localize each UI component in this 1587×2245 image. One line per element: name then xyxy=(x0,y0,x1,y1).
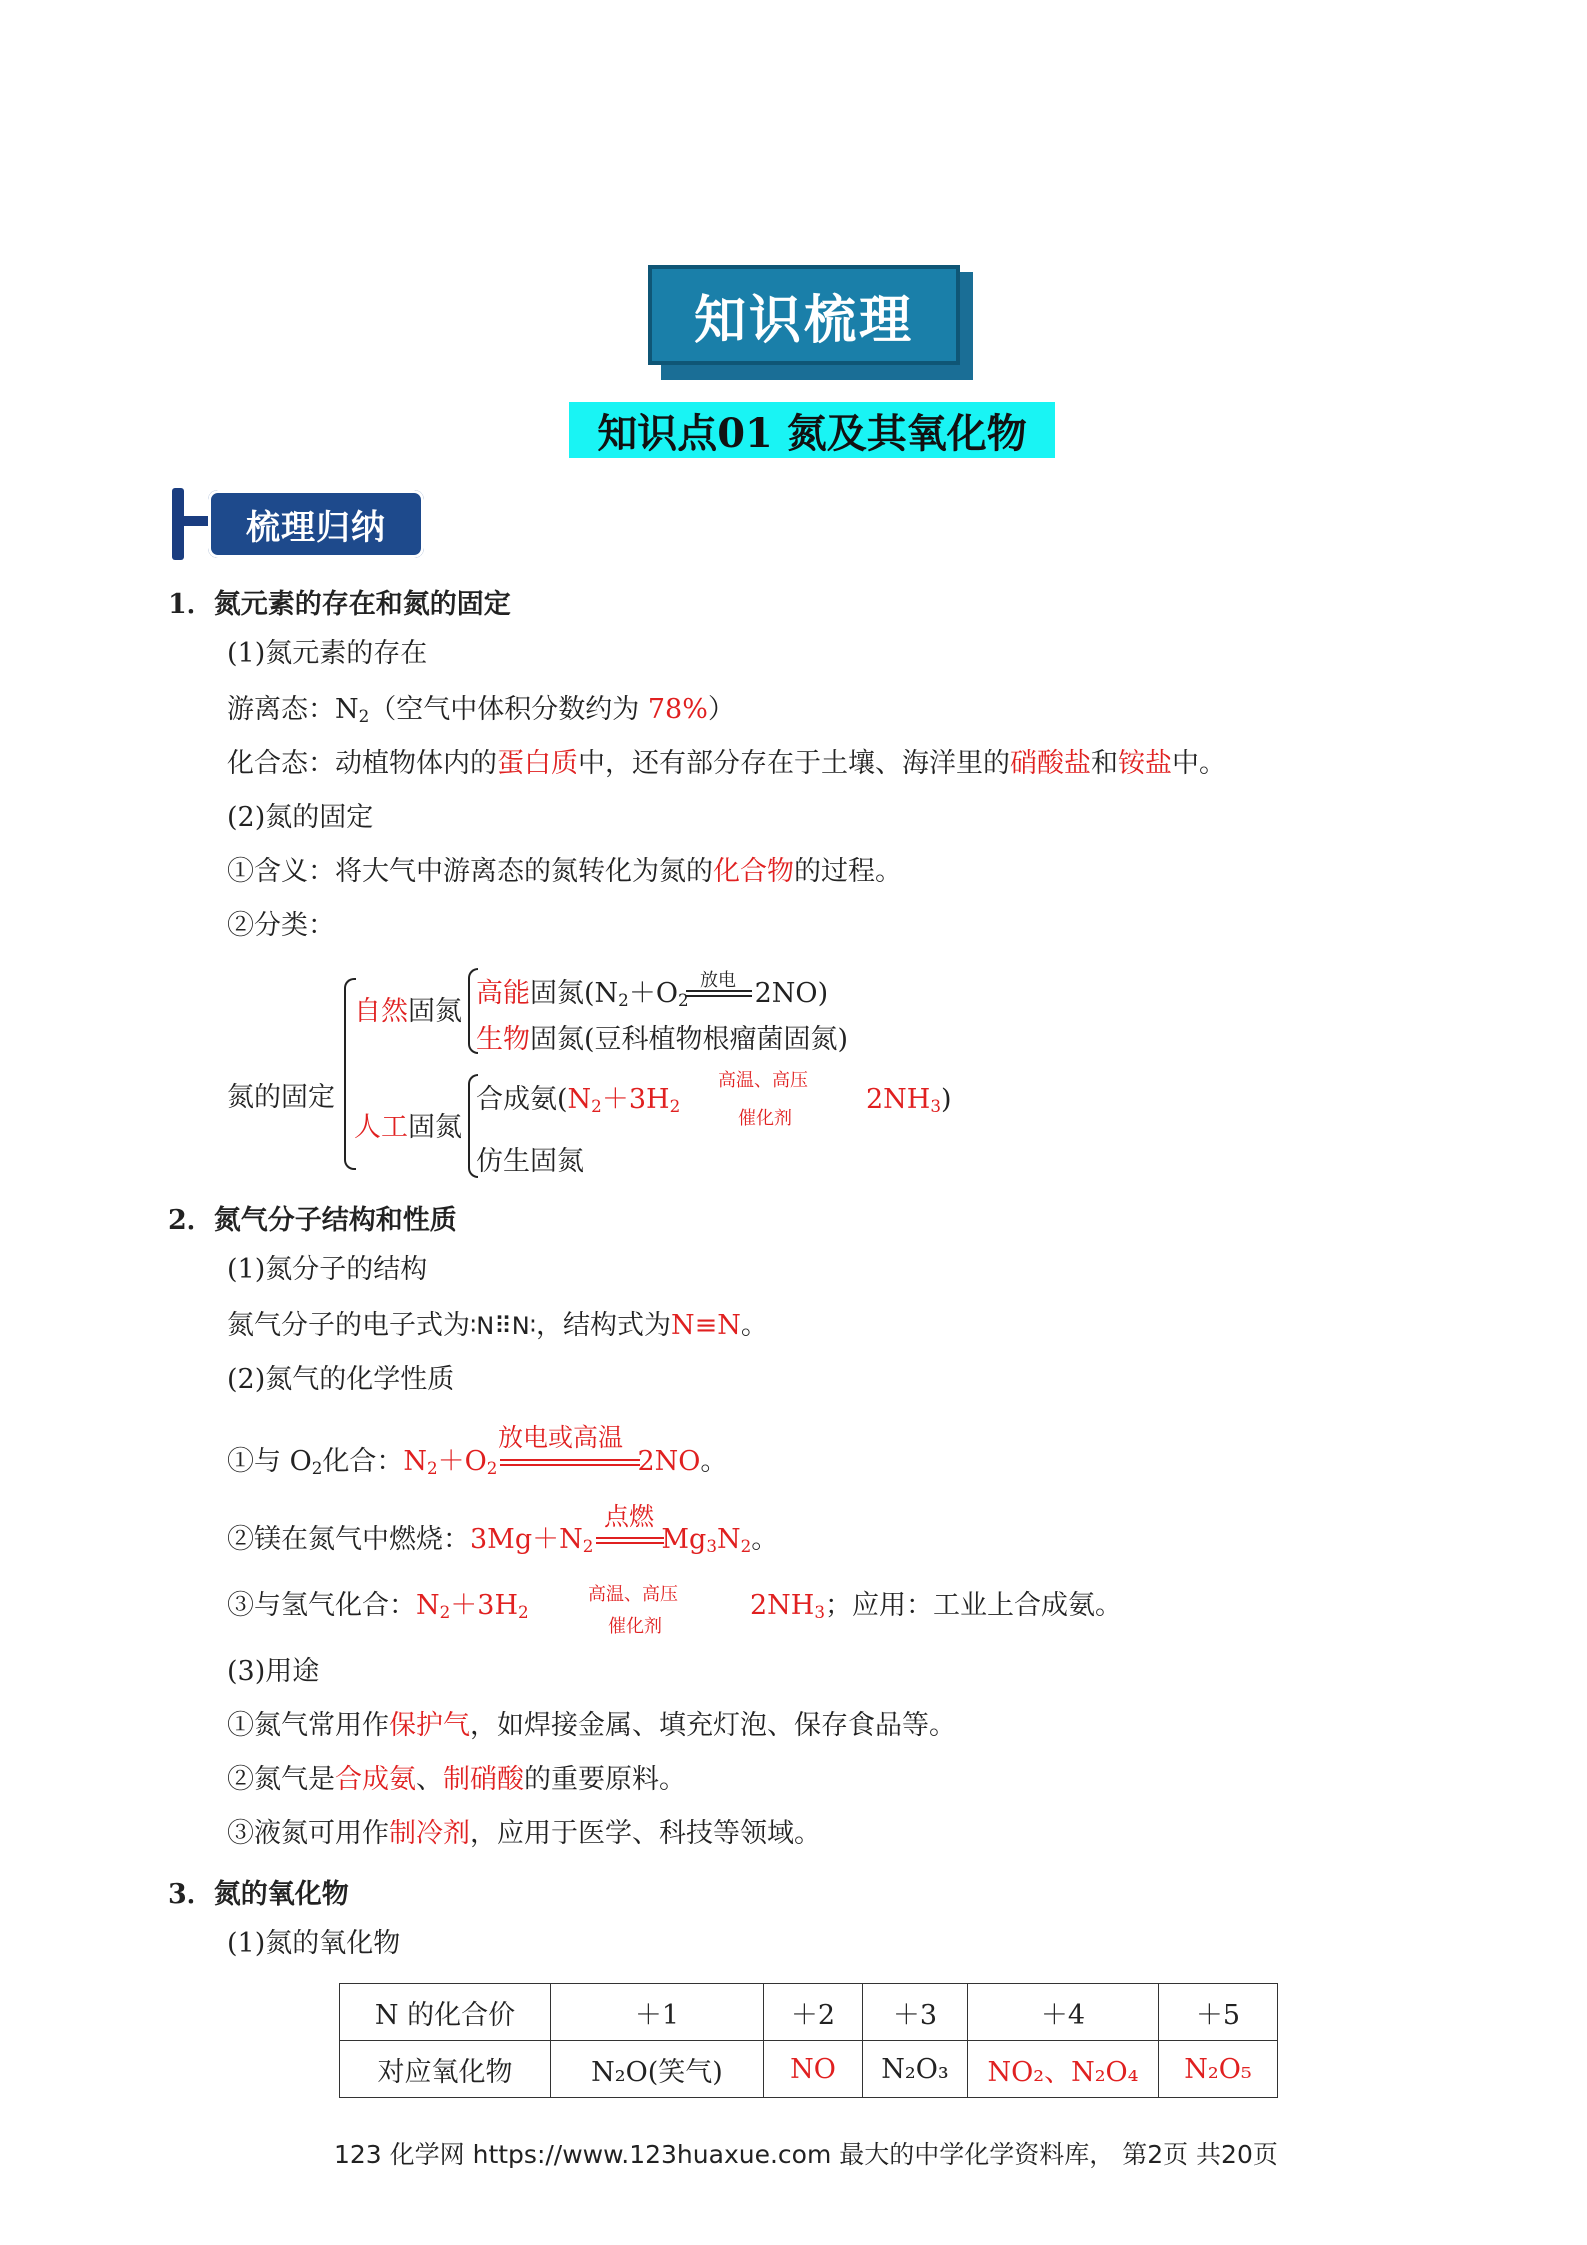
table-cell: NO₂、N₂O₄ xyxy=(968,2041,1159,2098)
s2-sub3: (3)用途 xyxy=(227,1656,320,1687)
tree-high-energy: 高能固氮($N_2+O_2$ 2NO) xyxy=(476,978,829,1011)
s1-sub1: (1)氮元素的存在 xyxy=(227,638,428,669)
section-2-heading: 2．氮气分子结构和性质 xyxy=(168,1205,457,1236)
s1-sub2: (2)氮的固定 xyxy=(227,802,374,833)
r1-eqsign xyxy=(500,1459,640,1466)
s2-use-1: ①氮气常用作保护气，如焊接金属、填充灯泡、保存食品等。 xyxy=(227,1710,956,1741)
tree-syn-product: $2NH_3$) xyxy=(866,1084,952,1117)
s1-meaning: ①含义：将大气中游离态的氮转化为氮的化合物的过程。 xyxy=(227,856,902,887)
tree-hi-condition: 放电 xyxy=(700,970,736,991)
r3-condition-top: 高温、高压 xyxy=(588,1584,678,1605)
s2-sub1: (1)氮分子的结构 xyxy=(227,1254,428,1285)
oxides-table xyxy=(339,1983,1278,2098)
tree-bionic: 仿生固氮 xyxy=(476,1146,584,1177)
table-row xyxy=(340,1984,1278,2041)
table-cell: N₂O₃ xyxy=(863,2041,968,2098)
s2-sub2: (2)氮气的化学性质 xyxy=(227,1364,455,1395)
r3-equation-right: $2NH_3$；应用：工业上合成氨。 xyxy=(750,1590,1123,1623)
section-1-heading: 1．氮元素的存在和氮的固定 xyxy=(168,589,511,620)
tree-root: 氮的固定 xyxy=(227,1082,335,1113)
tree-syn-condition-bottom: 催化剂 xyxy=(738,1108,792,1129)
section-3-heading: 3．氮的氧化物 xyxy=(168,1879,349,1910)
s1-classification-label: ②分类： xyxy=(227,910,335,941)
table-cell: N₂O(笑气) xyxy=(551,2041,764,2098)
tree-artificial: 人工固氮 xyxy=(354,1112,462,1143)
table-cell: 对应氧化物 xyxy=(340,2041,551,2098)
tree-synthesis: 合成氨($N_2+3H_2$ xyxy=(476,1084,681,1117)
section-tag xyxy=(208,490,424,558)
s1-combined-state: 化合态：动植物体内的蛋白质中，还有部分存在于土壤、海洋里的硝酸盐和铵盐中。 xyxy=(227,748,1226,779)
tree-hi-eqsign xyxy=(686,990,752,997)
r1-condition: 放电或高温 xyxy=(498,1423,624,1452)
table-cell: ＋4 xyxy=(968,1984,1159,2041)
r1-equation: ①与 $O_2$化合：$N_2+O_2$ 2NO。 xyxy=(227,1446,728,1479)
table-cell: ＋1 xyxy=(551,1984,764,2041)
r2-eqsign xyxy=(596,1537,664,1544)
r2-equation: ②镁在氮气中燃烧：$3Mg+N_2$ $Mg_3N_2$。 xyxy=(227,1524,779,1557)
tree-natural: 自然固氮 xyxy=(354,996,462,1027)
tree-biological: 生物固氮(豆科植物根瘤菌固氮) xyxy=(476,1024,849,1055)
s3-sub1: (1)氮的氧化物 xyxy=(227,1928,401,1959)
knowledge-banner xyxy=(648,265,960,365)
s2-use-3: ③液氮可用作制冷剂，应用于医学、科技等领域。 xyxy=(227,1818,821,1849)
r3-equation-left: ③与氢气化合：$N_2+3H_2$ xyxy=(227,1590,529,1623)
table-cell: NO xyxy=(764,2041,863,2098)
table-row xyxy=(340,2041,1278,2098)
table-cell: ＋5 xyxy=(1159,1984,1278,2041)
r2-condition: 点燃 xyxy=(604,1502,655,1531)
table-cell: N₂O₅ xyxy=(1159,2041,1278,2098)
s2-electron-formula: 氮气分子的电子式为∶N⠿N∶，结构式为N≡N。 xyxy=(227,1310,768,1341)
table-cell: ＋3 xyxy=(863,1984,968,2041)
table-cell: ＋2 xyxy=(764,1984,863,2041)
banner-title: 知识梳理 xyxy=(693,290,914,351)
tree-syn-condition-top: 高温、高压 xyxy=(718,1070,808,1091)
r3-condition-bottom: 催化剂 xyxy=(608,1616,662,1637)
knowledge-point-title: 知识点01 氮及其氧化物 xyxy=(569,402,1055,458)
s1-free-state: 游离态：$N_2$（空气中体积分数约为 78%） xyxy=(227,694,735,727)
page-footer: 123 化学网 https://www.123huaxue.com 最大的中学化学资料库， 第2页 共20页 xyxy=(334,2140,1278,2169)
s2-use-2: ②氮气是合成氨、制硝酸的重要原料。 xyxy=(227,1764,686,1795)
section-tag-label: 梳理归纳 xyxy=(246,507,386,548)
table-cell: N 的化合价 xyxy=(340,1984,551,2041)
